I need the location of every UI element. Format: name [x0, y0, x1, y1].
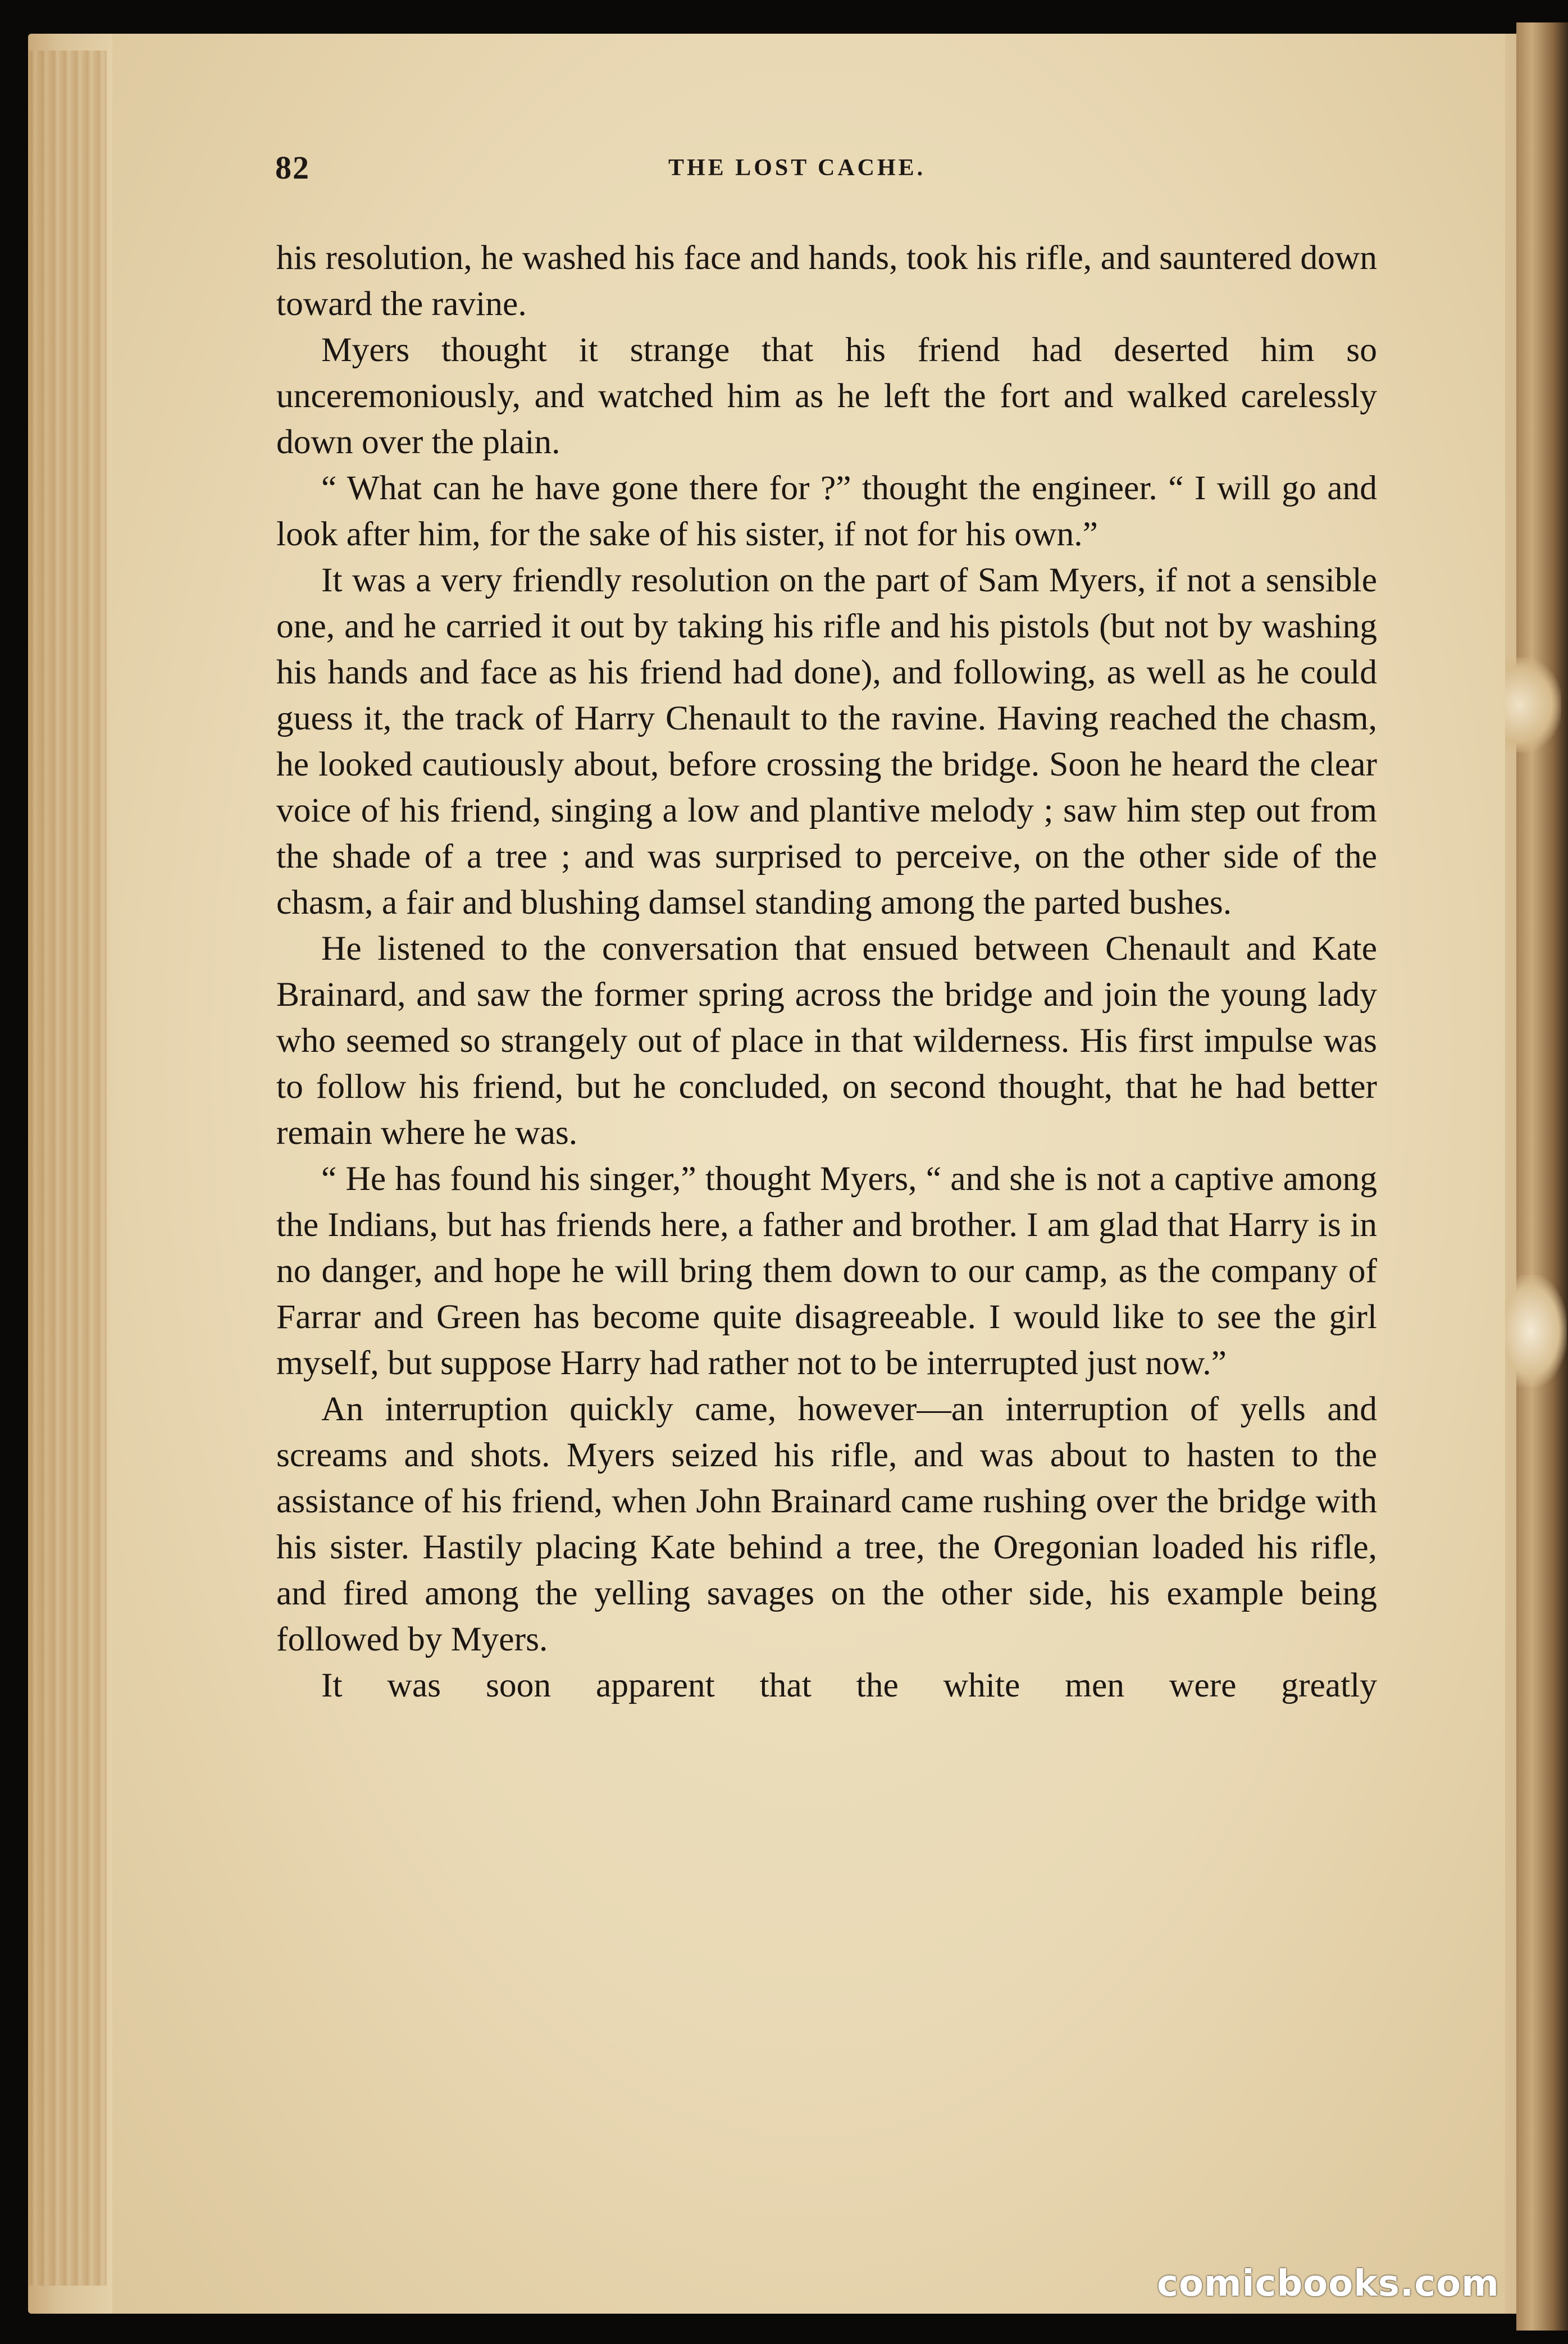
- page-number: 82: [275, 149, 310, 186]
- paragraph: An interruption quickly came, however—an interruption of yells and screams and shots. Myers seized his rifle, and was about to hasten to the assistance of his friend, when John Brainard came rushing over the bridge with his sister. Hastily placing Kate behind a tree, the Oregonian loaded his rifle, and fired among the yelling savages on the other side, his example being followed by Myers.: [276, 1390, 1377, 1658]
- paragraph: Myers thought it strange that his friend had deserted him so unceremoniously, and watched him as he left the fort and walked carelessly down over the plain.: [276, 331, 1377, 461]
- paragraph: his resolution, he washed his face and hands, took his rifle, and sauntered down toward the ravine.: [276, 239, 1377, 323]
- page-edges: [28, 51, 107, 2286]
- paragraph: It was a very friendly resolution on the part of Sam Myers, if not a sensible one, and he carried it out by taking his rifle and his pistols (but not by washing his hands and face as his friend had done), and following, as well as he could guess it, the track of Harry Chenault to the ravine. Having reached the chasm, he looked cautiously about, before crossing the bridge. Soon he heard the clear voice of his friend, singing a low and plantive melody ; saw him step out from the shade of a tree ; and was surprised to perceive, on the other side of the chasm, a fair and blushing damsel standing among the parted bushes.: [276, 561, 1377, 922]
- page-header: [275, 149, 1410, 194]
- running-title: THE LOST CACHE.: [668, 155, 926, 181]
- body-text: [276, 235, 1377, 1708]
- book-binding-edge: [1516, 22, 1568, 2331]
- paragraph: It was soon apparent that the white men were greatly: [321, 1666, 1377, 1704]
- watermark: comicbooks.com: [1157, 2263, 1499, 2305]
- paragraph: “ He has found his singer,” thought Myers, “ and she is not a captive among the Indians, but has friends here, a father and brother. I am glad that Harry is in no danger, and hope he will bring them down to our camp, as the company of Farrar and Green has become quite disagreeable. I would like to see the girl myself, but suppose Harry had rather not to be interrupted just now.”: [276, 1160, 1377, 1382]
- paragraph: He listened to the conversation that ensued between Chenault and Kate Brainard, and saw the former spring across the bridge and join the young lady who seemed so strangely out of place in that wilderness. His first impulse was to follow his friend, but he concluded, on second thought, that he had better remain where he was.: [276, 929, 1377, 1152]
- paragraph: “ What can he have gone there for ?” thought the engineer. “ I will go and look after him, for the sake of his sister, if not for his own.”: [276, 469, 1377, 553]
